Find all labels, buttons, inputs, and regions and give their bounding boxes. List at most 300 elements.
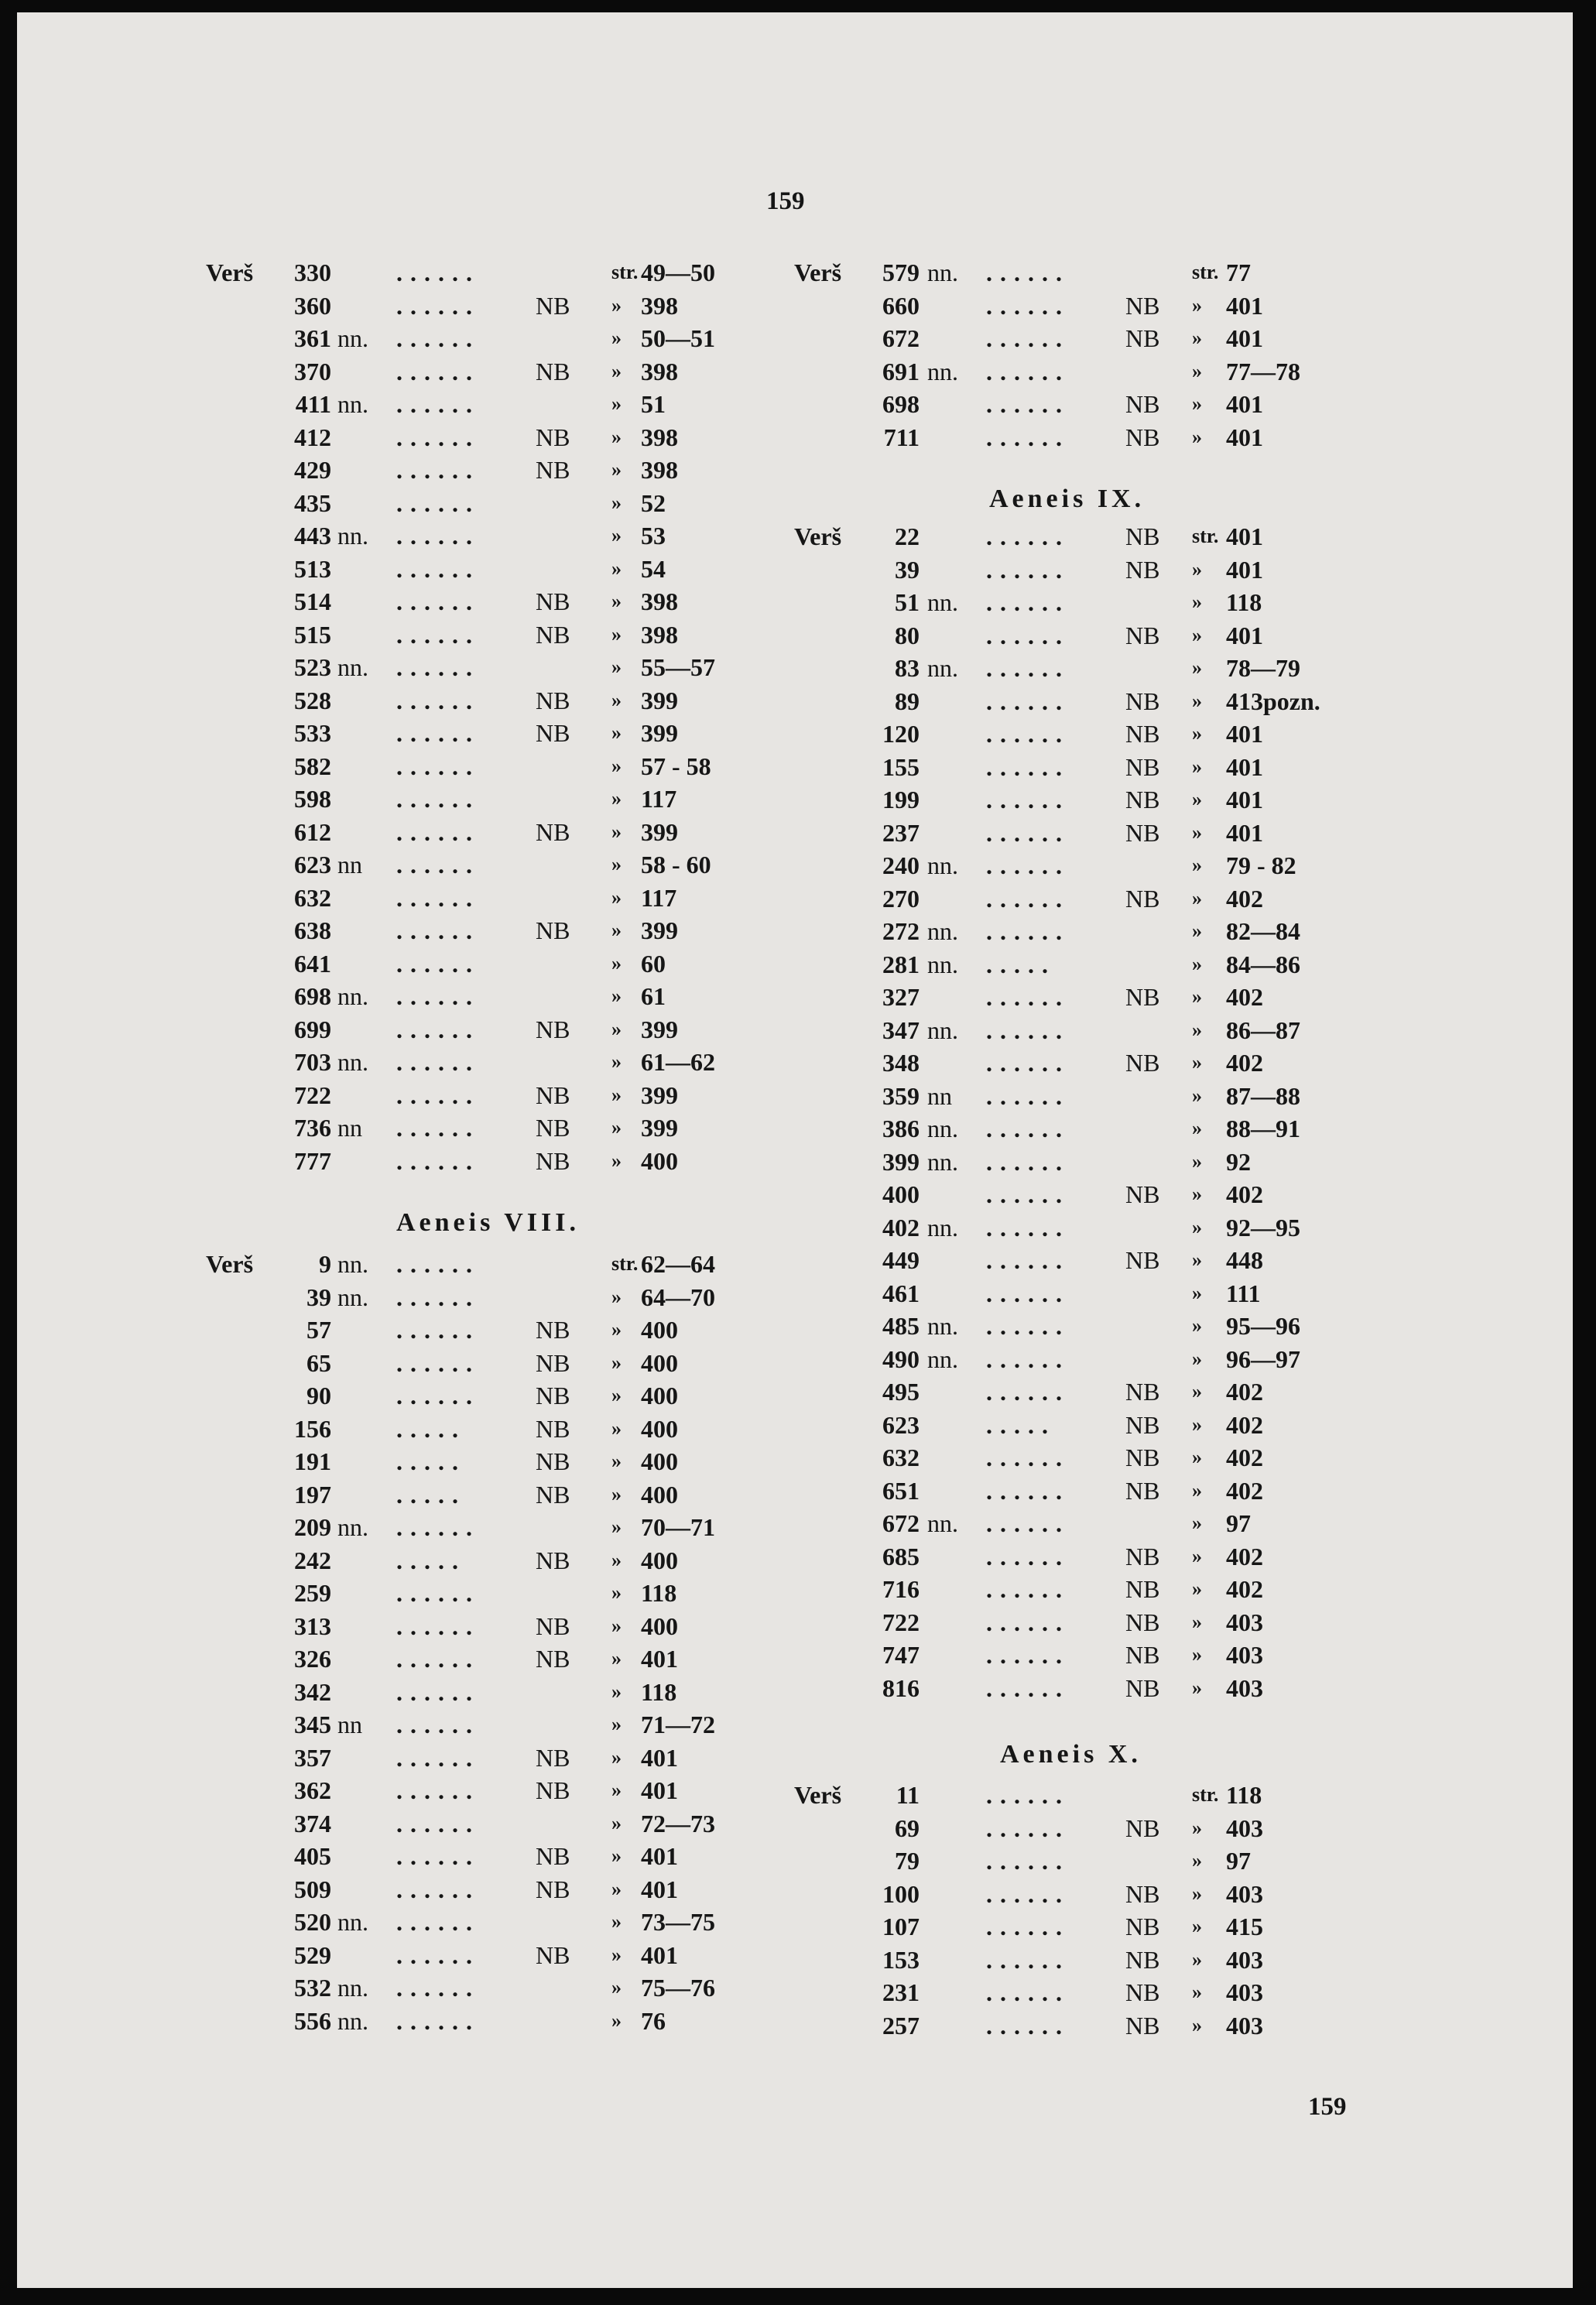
page-reference: 117 xyxy=(641,883,677,912)
leader-dots: ...... xyxy=(986,851,1070,879)
verse-number: 270 xyxy=(882,884,920,913)
page-prefix: » xyxy=(611,1149,622,1172)
leader-dots: ...... xyxy=(396,620,480,649)
leader-dots: ...... xyxy=(986,1608,1070,1636)
leader-dots: ...... xyxy=(986,1847,1070,1875)
page-reference: 402 xyxy=(1226,1180,1263,1208)
page-prefix: » xyxy=(1192,886,1202,909)
index-row xyxy=(794,1813,1491,1844)
verse-label: Verš xyxy=(794,1781,842,1809)
page-reference: 402 xyxy=(1226,884,1263,913)
page-prefix: » xyxy=(611,1318,622,1341)
leader-dots: ...... xyxy=(396,554,480,583)
page-prefix: » xyxy=(611,1943,622,1966)
nb-marker: NB xyxy=(1125,1378,1160,1406)
page-prefix: » xyxy=(1192,1281,1202,1304)
index-row xyxy=(794,752,1491,783)
verse-number: 153 xyxy=(882,1945,920,1974)
verse-number: 698 xyxy=(294,982,331,1010)
page-reference: 401 xyxy=(641,1842,678,1870)
verse-number: 529 xyxy=(294,1940,331,1969)
page-reference: 401 xyxy=(1226,621,1263,649)
verse-label: Verš xyxy=(794,259,842,286)
leader-dots: ...... xyxy=(986,555,1070,584)
leader-dots: ...... xyxy=(396,1974,480,2002)
page-reference: 402 xyxy=(1226,1476,1263,1505)
leader-dots: ...... xyxy=(986,818,1070,847)
index-row xyxy=(794,1977,1491,2008)
nb-marker: NB xyxy=(536,1743,570,1772)
page-prefix: » xyxy=(611,656,622,678)
verse-number: 461 xyxy=(882,1279,920,1307)
verse-number: 89 xyxy=(895,687,920,715)
leader-dots: ...... xyxy=(986,1115,1070,1142)
verse-number: 716 xyxy=(882,1575,920,1603)
leader-dots: ...... xyxy=(986,1476,1070,1505)
page-reference: 401 xyxy=(1226,423,1263,451)
leader-dots: ...... xyxy=(986,324,1070,352)
page-prefix: » xyxy=(1192,1380,1202,1403)
index-row xyxy=(794,1673,1491,1704)
page-reference: 118 xyxy=(1226,1781,1262,1809)
verse-number: 345 xyxy=(294,1711,331,1738)
page-prefix: » xyxy=(611,951,622,974)
leader-dots: ...... xyxy=(986,588,1070,616)
nb-marker: NB xyxy=(536,1940,570,1969)
page-number-bottom: 159 xyxy=(1308,2093,1347,2121)
page-prefix: » xyxy=(611,392,622,415)
page-reference: 403 xyxy=(1226,1608,1263,1636)
leader-dots: ...... xyxy=(986,1509,1070,1537)
book-page xyxy=(17,12,1573,2288)
index-row xyxy=(794,1310,1491,1341)
page-reference: 401 xyxy=(1226,390,1263,418)
nb-marker: NB xyxy=(536,1414,570,1443)
following-marker: nn. xyxy=(337,1048,368,1076)
leader-dots: ...... xyxy=(396,1875,480,1903)
page-reference: 87—88 xyxy=(1226,1081,1300,1110)
page-prefix: » xyxy=(1192,2013,1202,2036)
nb-marker: NB xyxy=(1125,1608,1160,1636)
page-prefix: » xyxy=(611,1877,622,1900)
page-prefix: » xyxy=(1192,1183,1202,1205)
leader-dots: ...... xyxy=(986,1814,1070,1842)
verse-number: 632 xyxy=(882,1444,920,1471)
page-reference: 77—78 xyxy=(1226,357,1300,385)
page-reference: 398 xyxy=(641,456,678,484)
leader-dots: ...... xyxy=(396,851,480,879)
leader-dots: ...... xyxy=(396,1940,480,1969)
verse-number: 495 xyxy=(882,1378,920,1406)
leader-dots: ..... xyxy=(396,1480,466,1509)
verse-number: 209 xyxy=(294,1513,331,1541)
page-reference: 400 xyxy=(641,1414,678,1443)
leader-dots: ...... xyxy=(396,1611,480,1640)
page-prefix: » xyxy=(611,1083,622,1106)
nb-marker: NB xyxy=(536,1146,570,1175)
leader-dots: ...... xyxy=(986,1246,1070,1274)
index-row xyxy=(794,1574,1491,1605)
page-reference: 401 xyxy=(1226,818,1263,847)
page-reference: 73—75 xyxy=(641,1908,715,1936)
verse-number: 691 xyxy=(882,357,920,385)
nb-marker: NB xyxy=(536,587,570,615)
page-prefix: » xyxy=(611,1516,622,1538)
index-row xyxy=(794,686,1491,717)
verse-number: 532 xyxy=(294,1974,331,2002)
page-reference: 402 xyxy=(1226,1410,1263,1439)
page-reference: 402 xyxy=(1226,1575,1263,1603)
page-prefix: » xyxy=(611,2009,622,2032)
verse-number: 11 xyxy=(896,1781,920,1809)
page-reference: 401 xyxy=(641,1875,678,1903)
following-marker: nn. xyxy=(337,982,368,1010)
leader-dots: ...... xyxy=(986,1279,1070,1307)
verse-number: 281 xyxy=(882,950,920,978)
page-reference: 77 xyxy=(1226,259,1251,286)
page-prefix: » xyxy=(1192,623,1202,646)
following-marker: nn. xyxy=(927,1213,958,1242)
following-marker: nn. xyxy=(927,357,958,385)
page-prefix: » xyxy=(611,327,622,349)
page-reference: 399 xyxy=(641,916,678,944)
leader-dots: ...... xyxy=(986,720,1070,748)
verse-number: 449 xyxy=(882,1246,920,1274)
nb-marker: NB xyxy=(1125,983,1160,1011)
nb-marker: NB xyxy=(536,1447,570,1475)
page-prefix: str. xyxy=(1192,261,1219,283)
page-reference: 51 xyxy=(641,390,666,418)
leader-dots: ...... xyxy=(396,1677,480,1706)
index-row xyxy=(794,620,1491,651)
verse-label: Verš xyxy=(206,1250,254,1278)
nb-marker: NB xyxy=(1125,1913,1160,1940)
leader-dots: ...... xyxy=(986,687,1070,715)
page-prefix: » xyxy=(1192,1248,1202,1271)
page-prefix: » xyxy=(611,1647,622,1670)
page-prefix: » xyxy=(611,885,622,909)
verse-number: 83 xyxy=(895,654,920,682)
leader-dots: ...... xyxy=(396,686,480,714)
page-prefix: » xyxy=(1192,1643,1202,1666)
page-prefix: » xyxy=(611,1614,622,1637)
page-reference: 401 xyxy=(641,1776,678,1804)
leader-dots: ...... xyxy=(396,752,480,780)
page-prefix: » xyxy=(1192,1149,1202,1173)
verse-number: 722 xyxy=(294,1081,331,1109)
verse-number: 632 xyxy=(294,883,331,912)
nb-marker: NB xyxy=(1125,390,1160,418)
nb-marker: NB xyxy=(1125,752,1160,781)
verse-number: 722 xyxy=(882,1608,920,1636)
verse-number: 685 xyxy=(882,1542,920,1570)
leader-dots: ...... xyxy=(986,1049,1070,1077)
nb-marker: NB xyxy=(536,1875,570,1903)
index-row xyxy=(794,521,1491,552)
verse-number: 736 xyxy=(294,1114,331,1142)
page-prefix: » xyxy=(611,1745,622,1769)
page-prefix: » xyxy=(1192,1347,1202,1370)
page-prefix: » xyxy=(1192,920,1202,942)
page-prefix: » xyxy=(611,1351,622,1374)
leader-dots: ...... xyxy=(986,1312,1070,1340)
verse-number: 326 xyxy=(294,1645,331,1673)
page-reference: 403 xyxy=(1226,1641,1263,1669)
page-reference: 75—76 xyxy=(641,1974,715,2002)
page-reference: 97 xyxy=(1226,1509,1251,1537)
leader-dots: ...... xyxy=(986,259,1070,286)
nb-marker: NB xyxy=(1125,423,1160,451)
page-reference: 76 xyxy=(641,2006,666,2035)
verse-number: 515 xyxy=(294,620,331,649)
page-reference: 398 xyxy=(641,357,678,385)
following-marker: nn. xyxy=(927,588,958,616)
page-prefix: » xyxy=(1192,1981,1202,2003)
leader-dots: ...... xyxy=(396,1645,480,1673)
leader-dots: ..... xyxy=(986,950,1056,978)
nb-marker: NB xyxy=(536,916,570,944)
page-reference: 71—72 xyxy=(641,1711,715,1738)
nb-marker: NB xyxy=(536,1645,570,1673)
leader-dots: ...... xyxy=(396,883,480,912)
page-reference: 62—64 xyxy=(641,1250,715,1278)
index-row xyxy=(794,916,1491,947)
index-row xyxy=(794,1639,1491,1670)
page-reference: 400 xyxy=(641,1480,678,1509)
page-reference: 88—91 xyxy=(1226,1115,1300,1142)
page-reference: 79 - 82 xyxy=(1226,851,1296,879)
leader-dots: ...... xyxy=(396,1283,480,1311)
leader-dots: ...... xyxy=(396,817,480,846)
page-prefix: » xyxy=(1192,1018,1202,1041)
leader-dots: ...... xyxy=(396,1743,480,1772)
verse-number: 120 xyxy=(882,720,920,748)
following-marker: nn. xyxy=(337,1250,368,1278)
page-reference: 53 xyxy=(641,522,666,550)
verse-number: 672 xyxy=(882,324,920,352)
nb-marker: NB xyxy=(1125,1879,1160,1908)
page-reference: 60 xyxy=(641,949,666,978)
page-prefix: » xyxy=(1192,1816,1202,1839)
leader-dots: ...... xyxy=(396,1842,480,1870)
right-column xyxy=(17,12,1573,2288)
nb-marker: NB xyxy=(536,1842,570,1870)
page-reference: 61 xyxy=(641,982,666,1010)
page-prefix: » xyxy=(1192,591,1202,613)
leader-dots: ...... xyxy=(986,1444,1070,1471)
leader-dots: ...... xyxy=(986,1180,1070,1208)
page-reference: 400 xyxy=(641,1316,678,1344)
page-prefix: » xyxy=(1192,1117,1202,1139)
page-prefix: » xyxy=(1192,359,1202,382)
page-prefix: » xyxy=(611,1116,622,1139)
leader-dots: ...... xyxy=(986,1147,1070,1176)
nb-marker: NB xyxy=(1125,522,1160,550)
page-reference: 400 xyxy=(641,1146,678,1175)
nb-marker: NB xyxy=(536,1480,570,1509)
following-marker: nn. xyxy=(337,2006,368,2035)
nb-marker: NB xyxy=(1125,687,1160,715)
index-row xyxy=(794,1541,1491,1572)
index-row xyxy=(794,323,1491,354)
verse-number: 711 xyxy=(883,423,920,451)
nb-marker: NB xyxy=(1125,324,1160,352)
page-prefix: » xyxy=(1192,952,1202,975)
page-reference: 401 xyxy=(641,1940,678,1969)
page-prefix: » xyxy=(611,721,622,744)
page-reference: 50—51 xyxy=(641,324,715,352)
leader-dots: ...... xyxy=(396,719,480,747)
index-row xyxy=(794,422,1491,453)
verse-number: 348 xyxy=(882,1049,920,1077)
following-marker: nn. xyxy=(337,1513,368,1541)
page-reference: 82—84 xyxy=(1226,917,1300,945)
page-reference: 398 xyxy=(641,423,678,451)
verse-number: 199 xyxy=(882,786,920,813)
nb-marker: NB xyxy=(536,456,570,484)
page-reference: 403 xyxy=(1226,1879,1263,1908)
page-reference: 399 xyxy=(641,1015,678,1043)
following-marker: nn. xyxy=(337,522,368,550)
page-reference: 84—86 xyxy=(1226,950,1300,978)
leader-dots: ...... xyxy=(986,357,1070,385)
leader-dots: ...... xyxy=(396,522,480,550)
verse-number: 197 xyxy=(294,1480,331,1509)
page-reference: 400 xyxy=(641,1348,678,1377)
leader-dots: ...... xyxy=(396,390,480,418)
page-reference: 401 xyxy=(641,1743,678,1772)
verse-number: 528 xyxy=(294,686,331,714)
page-reference: 413pozn. xyxy=(1226,687,1320,715)
page-reference: 400 xyxy=(641,1611,678,1640)
page-prefix: » xyxy=(611,1416,622,1440)
index-row xyxy=(794,981,1491,1012)
nb-marker: NB xyxy=(536,1348,570,1377)
index-row xyxy=(794,1409,1491,1440)
leader-dots: ..... xyxy=(396,1414,466,1443)
leader-dots: ..... xyxy=(396,1546,466,1574)
following-marker: nn. xyxy=(927,1016,958,1044)
verse-number: 257 xyxy=(882,2011,920,2040)
page-reference: 401 xyxy=(1226,752,1263,781)
nb-marker: NB xyxy=(1125,1814,1160,1842)
nb-marker: NB xyxy=(536,1081,570,1109)
nb-marker: NB xyxy=(536,1546,570,1574)
page-prefix: » xyxy=(611,524,622,546)
page-prefix: » xyxy=(1192,985,1202,1008)
page-reference: 401 xyxy=(1226,324,1263,352)
page-reference: 403 xyxy=(1226,1945,1263,1974)
page-prefix: str. xyxy=(1192,525,1219,547)
page-reference: 61—62 xyxy=(641,1048,715,1076)
page-prefix: » xyxy=(1192,1413,1202,1436)
page-reference: 96—97 xyxy=(1226,1344,1300,1373)
verse-number: 362 xyxy=(294,1776,331,1804)
verse-number: 65 xyxy=(307,1348,331,1377)
leader-dots: ...... xyxy=(396,1382,480,1409)
leader-dots: ...... xyxy=(396,423,480,451)
page-reference: 400 xyxy=(641,1447,678,1475)
leader-dots: ...... xyxy=(986,1879,1070,1908)
page-prefix: » xyxy=(611,820,622,843)
verse-number: 39 xyxy=(307,1283,331,1311)
verse-number: 342 xyxy=(294,1677,331,1706)
page-prefix: » xyxy=(611,1548,622,1571)
leader-dots: ...... xyxy=(986,917,1070,945)
verse-number: 90 xyxy=(307,1382,331,1409)
page-reference: 399 xyxy=(641,719,678,747)
index-row xyxy=(794,1475,1491,1506)
index-row xyxy=(794,587,1491,618)
nb-marker: NB xyxy=(536,620,570,649)
index-row xyxy=(794,1212,1491,1243)
nb-marker: NB xyxy=(1125,2011,1160,2040)
nb-marker: NB xyxy=(1125,1978,1160,2006)
leader-dots: ...... xyxy=(396,916,480,944)
leader-dots: ...... xyxy=(396,1146,480,1175)
page-prefix: » xyxy=(611,1713,622,1735)
page-prefix: » xyxy=(1192,656,1202,679)
following-marker: nn. xyxy=(337,1974,368,2002)
leader-dots: ...... xyxy=(986,1673,1070,1702)
page-prefix: » xyxy=(1192,854,1202,876)
index-row xyxy=(794,290,1491,321)
page-prefix: » xyxy=(1192,1051,1202,1074)
page-prefix: » xyxy=(1192,1512,1202,1534)
leader-dots: ...... xyxy=(986,2011,1070,2040)
leader-dots: ...... xyxy=(986,1378,1070,1406)
leader-dots: ...... xyxy=(396,1579,480,1607)
leader-dots: ...... xyxy=(986,1978,1070,2006)
index-row xyxy=(794,257,1491,288)
nb-marker: NB xyxy=(1125,1641,1160,1669)
page-prefix: str. xyxy=(1192,1783,1219,1806)
nb-marker: NB xyxy=(1125,1444,1160,1471)
page-reference: 400 xyxy=(641,1546,678,1574)
page-reference: 403 xyxy=(1226,1978,1263,2006)
nb-marker: NB xyxy=(536,1611,570,1640)
page-prefix: » xyxy=(1192,1610,1202,1633)
page-reference: 401 xyxy=(641,1645,678,1673)
page-prefix: » xyxy=(611,919,622,941)
page-prefix: » xyxy=(611,1910,622,1933)
verse-number: 612 xyxy=(294,817,331,846)
index-row xyxy=(794,1113,1491,1144)
following-marker: nn. xyxy=(927,1147,958,1176)
page-prefix: » xyxy=(611,754,622,777)
page-prefix: » xyxy=(1192,1446,1202,1468)
leader-dots: ...... xyxy=(986,884,1070,913)
leader-dots: ...... xyxy=(396,982,480,1010)
verse-number: 39 xyxy=(895,555,920,584)
page-prefix: » xyxy=(611,622,622,646)
leader-dots: ...... xyxy=(396,1015,480,1043)
verse-number: 514 xyxy=(294,587,331,615)
index-row xyxy=(794,1845,1491,1876)
page-prefix: » xyxy=(1192,1577,1202,1600)
page-prefix: » xyxy=(611,1811,622,1834)
verse-label: Verš xyxy=(794,522,842,550)
page-prefix: » xyxy=(611,1017,622,1040)
page-reference: 57 - 58 xyxy=(641,752,711,780)
leader-dots: ...... xyxy=(396,324,480,352)
verse-number: 231 xyxy=(882,1978,920,2006)
leader-dots: ...... xyxy=(986,654,1070,682)
page-reference: 118 xyxy=(641,1677,677,1706)
verse-number: 777 xyxy=(294,1146,331,1175)
verse-number: 242 xyxy=(294,1546,331,1574)
verse-number: 370 xyxy=(294,357,331,385)
